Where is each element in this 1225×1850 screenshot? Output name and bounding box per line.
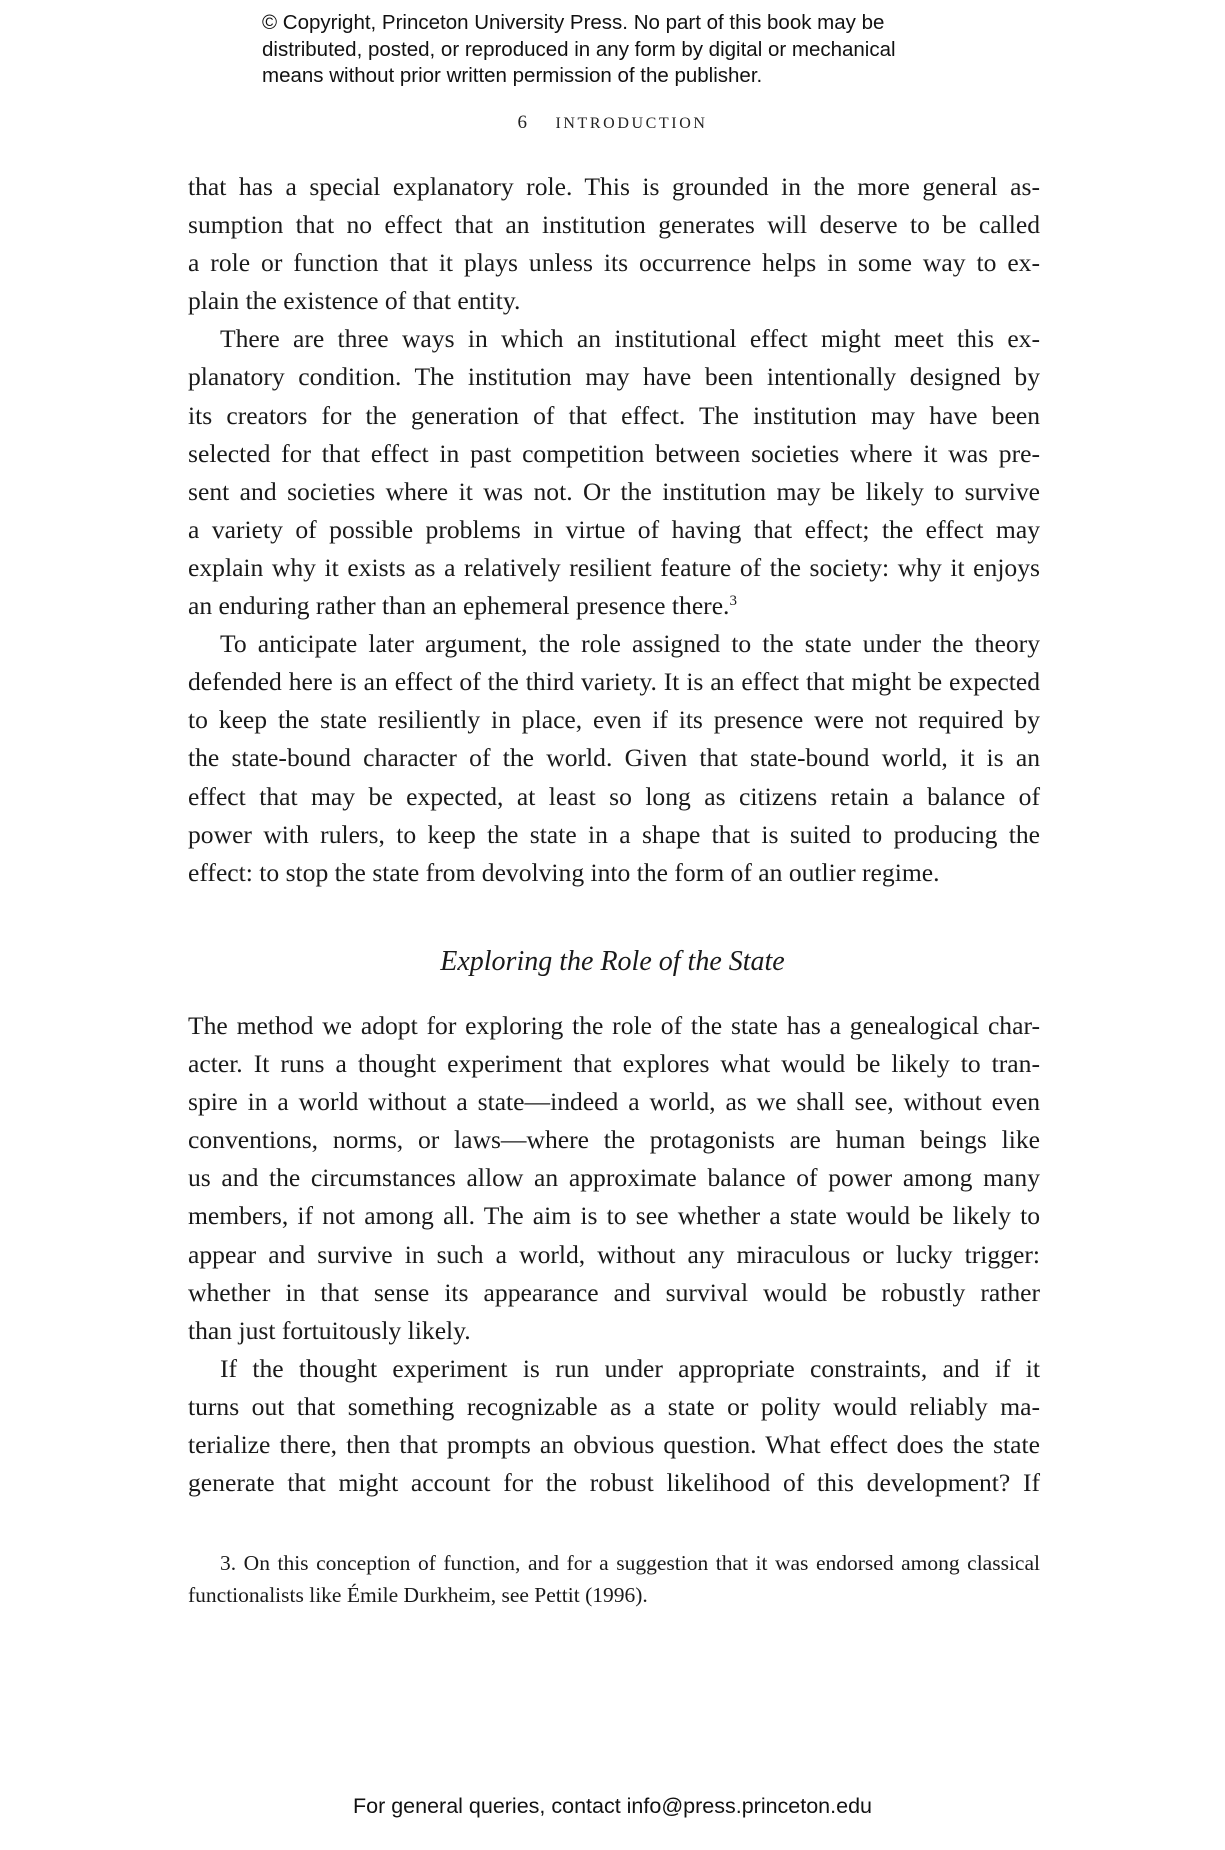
text-line: effect that may be expected, at least so long as citizens retain a balance of bbox=[188, 781, 1040, 811]
text-line: spire in a world without a state—indeed a world, as we shall see, without even bbox=[188, 1087, 1040, 1117]
text-line: to keep the state resiliently in place, even if its presence were not required by bbox=[188, 705, 1040, 735]
text-line: If the thought experiment is run under appropriate constraints, and if it bbox=[220, 1353, 1040, 1383]
text-line: sumption that no effect that an institution generates will deserve to be called bbox=[188, 210, 1040, 240]
text-line: whether in that sense its appearance and survival would be robustly rather bbox=[188, 1277, 1040, 1307]
chapter-title: INTRODUCTION bbox=[555, 115, 708, 132]
footnote-line: 3. On this conception of function, and for a suggestion that it was endorsed among classical bbox=[220, 1551, 1040, 1575]
text-line: planatory condition. The institution may have been intentionally designed by bbox=[188, 362, 1040, 392]
body-text-block-1 bbox=[188, 168, 1040, 892]
text-line: us and the circumstances allow an approximate balance of power among many bbox=[188, 1163, 1040, 1193]
text-line: that has a special explanatory role. This is grounded in the more general as- bbox=[188, 172, 1040, 201]
footnote-line: functionalists like Émile Durkheim, see Pettit (1996). bbox=[188, 1583, 648, 1607]
text-line: a variety of possible problems in virtue of having that effect; the effect may bbox=[188, 514, 1040, 544]
text-line: selected for that effect in past competition between societies where it was pre- bbox=[188, 438, 1040, 468]
text-line: than just fortuitously likely. bbox=[188, 1315, 471, 1345]
text-line: To anticipate later argument, the role assigned to the state under the theory bbox=[220, 629, 1040, 659]
footnote-marker: 3 bbox=[729, 593, 737, 610]
text-line: the state-bound character of the world. Given that state-bound world, it is an bbox=[188, 743, 1040, 773]
copyright-notice bbox=[262, 10, 982, 90]
text-line: appear and survive in such a world, without any miraculous or lucky trigger: bbox=[188, 1239, 1040, 1269]
section-heading: Exploring the Role of the State bbox=[440, 946, 785, 977]
footnote bbox=[188, 1547, 1040, 1611]
text-line: its creators for the generation of that effect. The institution may have been bbox=[188, 400, 1040, 430]
text-line-with-footnote bbox=[188, 587, 1040, 625]
text-line-content: an enduring rather than an ephemeral presence there. bbox=[188, 591, 730, 621]
text-line: sent and societies where it was not. Or the institution may be likely to survive bbox=[188, 476, 1040, 506]
text-line: a role or function that it plays unless its occurrence helps in some way to ex- bbox=[188, 248, 1040, 278]
text-line: terialize there, then that prompts an obvious question. What effect does the state bbox=[188, 1430, 1040, 1460]
text-line: turns out that something recognizable as a state or polity would reliably ma- bbox=[188, 1391, 1040, 1421]
text-line: The method we adopt for exploring the role of the state has a genealogical char- bbox=[188, 1011, 1040, 1040]
body-text-block-2 bbox=[188, 1007, 1040, 1502]
running-head bbox=[0, 112, 1225, 134]
text-line: generate that might account for the robust likelihood of this development? If bbox=[188, 1468, 1040, 1498]
text-line: plain the existence of that entity. bbox=[188, 286, 521, 316]
text-line: explain why it exists as a relatively resilient feature of the society: why it enjoys bbox=[188, 552, 1040, 582]
page-number: 6 bbox=[517, 112, 527, 133]
copyright-line: © Copyright, Princeton University Press. No part of this book may be bbox=[262, 11, 885, 34]
text-line: effect: to stop the state from devolving into the form of an outlier regime. bbox=[188, 857, 940, 887]
copyright-line: distributed, posted, or reproduced in any form by digital or mechanical bbox=[262, 37, 896, 61]
footer-contact: For general queries, contact info@press.princeton.edu bbox=[352, 1794, 872, 1818]
text-line: acter. It runs a thought experiment that explores what would be likely to tran- bbox=[188, 1049, 1040, 1079]
text-line: conventions, norms, or laws—where the protagonists are human beings like bbox=[188, 1125, 1040, 1155]
text-line: There are three ways in which an institutional effect might meet this ex- bbox=[220, 324, 1040, 354]
text-line: defended here is an effect of the third variety. It is an effect that might be expected bbox=[188, 667, 1040, 697]
text-line: power with rulers, to keep the state in a shape that is suited to producing the bbox=[188, 819, 1040, 849]
text-line: members, if not among all. The aim is to see whether a state would be likely to bbox=[188, 1201, 1040, 1231]
copyright-line: means without prior written permission of the publisher. bbox=[262, 64, 763, 87]
